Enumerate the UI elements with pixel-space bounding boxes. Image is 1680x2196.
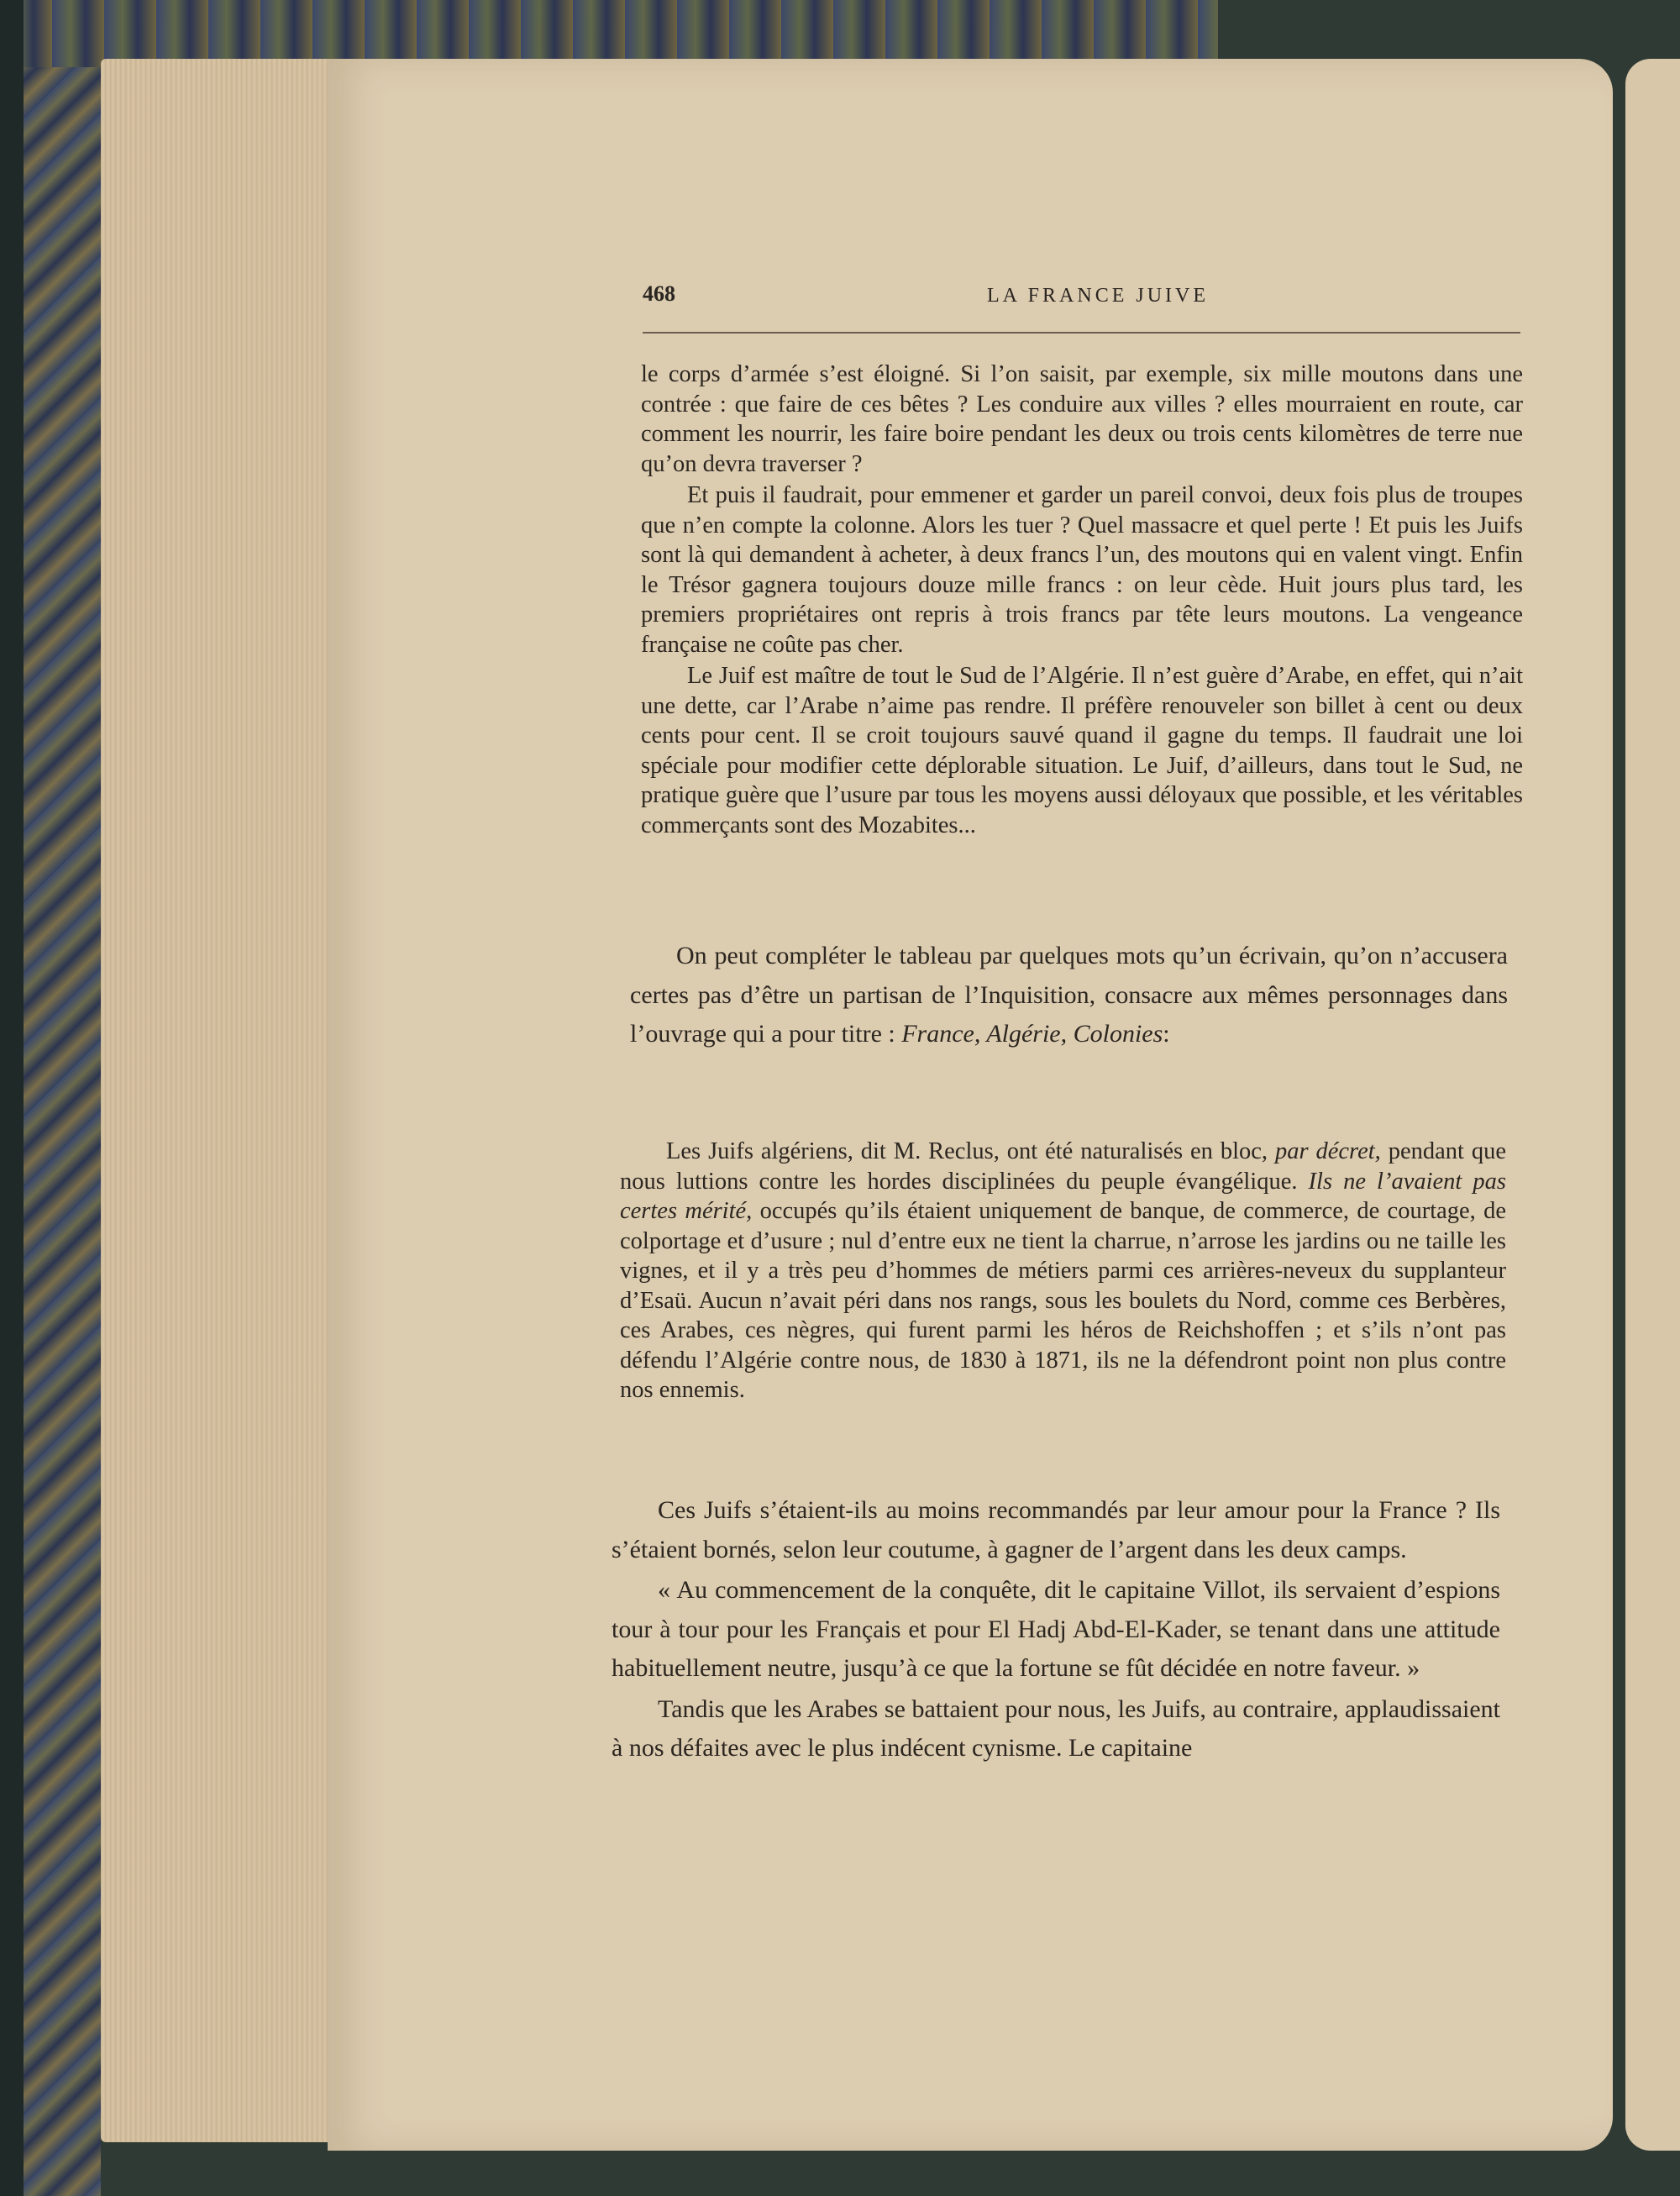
paragraph: le corps d’armée s’est éloigné. Si l’on saisit, par exemple, six mille moutons dans une contrée : que faire de ces bêtes ? Les conduire aux villes ? elles mourraient en route, car comment les nourrir, les faire boire pendant les deux ou trois cents kilomètres de terre nue qu’on devra traverser ? bbox=[641, 361, 1523, 477]
book-title: France, Algérie, Colonies bbox=[901, 1020, 1163, 1048]
paragraph: Tandis que les Arabes se battaient pour nous, les Juifs, au contraire, applaudissaient à nos défaites avec le plus indécent cynisme. Le capitaine bbox=[612, 1694, 1500, 1762]
paragraph: « Au commencement de la conquête, dit le capitaine Villot, ils servaient d’espions tour à tour pour les Français et pour El Hadj Abd-El-Kader, se tenant dans une attitude habituellement neutre, jusqu’à ce que la fortune se fût décidée en notre faveur. » bbox=[612, 1576, 1500, 1682]
running-title: LA FRANCE JUIVE bbox=[987, 285, 1210, 307]
paragraph bbox=[630, 937, 1508, 1054]
header-rule bbox=[643, 332, 1520, 334]
paragraph-text: On peut compléter le tableau par quelques mots qu’un écrivain, qu’on n’accusera certes pas d’être un partisan de l’Inquisition, consacre aux mêmes personnages dans l’ouvrage qui a pour titre : bbox=[630, 942, 1508, 1048]
body-block-4 bbox=[612, 1491, 1500, 1768]
page-edges-stack bbox=[101, 59, 336, 2142]
cover-top-edge bbox=[0, 0, 1218, 67]
binding-edge bbox=[0, 0, 24, 2196]
quote-block-3 bbox=[620, 1137, 1506, 1405]
paragraph: Le Juif est maître de tout le Sud de l’Algérie. Il n’est guère d’Arabe, en effet, qui n’ait une dette, car l’Arabe n’aime pas rendre. Il préfère renouveler son billet à cent ou deux cents pour cent. Il se croit toujours sauvé quand il gagne du temps. Il faudrait une loi spéciale pour modifier cette déplorable situation. Le Juif, d’ailleurs, dans tout le Sud, ne pratique guère que l’usure par tous les moyens aussi déloyaux que possible, et les véritables commerçants sont des Mozabites... bbox=[641, 663, 1523, 838]
paragraph: Les Juifs algériens, dit M. Reclus, ont été naturalisés en bloc, par décret, pendant que nous luttions contre les hordes disciplinées du peuple évangélique. Ils ne l’avaient pas certes mérité, occupés qu’ils étaient uniquement de banque, de commerce, de courtage, de colportage et d’usure ; nul d’entre eux ne tient la charrue, n’arrose les jardins ou ne taille les vignes, et il y a très peu d’hommes de métiers parmi ces arrières-neveux du supplanteur d’Esaü. Aucun n’avait péri dans nos rangs, sous les boulets du Nord, comme ces Berbères, ces Arabes, ces nègres, qui furent parmi les héros de Reichshoffen ; et s’ils n’ont pas défendu l’Algérie contre nous, de 1830 à 1871, ils ne la défendront point non plus contre nos ennemis. bbox=[620, 1138, 1506, 1403]
page-number: 468 bbox=[643, 281, 675, 306]
facing-page-edge bbox=[1625, 59, 1680, 2151]
page-header bbox=[643, 281, 1520, 315]
colon: : bbox=[1163, 1020, 1170, 1048]
body-block-2 bbox=[630, 937, 1508, 1054]
quote-block-1 bbox=[641, 360, 1523, 840]
paragraph: Et puis il faudrait, pour emmener et garder un pareil convoi, deux fois plus de troupes que n’en compte la colonne. Alors les tuer ? Quel massacre et quel perte ! Et puis les Juifs sont là qui demandent à acheter, à deux francs l’un, des moutons qui en valent vingt. Enfin le Trésor gagnera toujours douze mille francs : on leur cède. Huit jours plus tard, les premiers propriétaires ont repris à trois francs par tête leurs moutons. La vengeance française ne coûte pas cher. bbox=[641, 482, 1523, 658]
paragraph: Ces Juifs s’étaient-ils au moins recommandés par leur amour pour la France ? Ils s’étaient bornés, selon leur coutume, à gagner de l’argent dans les deux camps. bbox=[612, 1496, 1500, 1563]
